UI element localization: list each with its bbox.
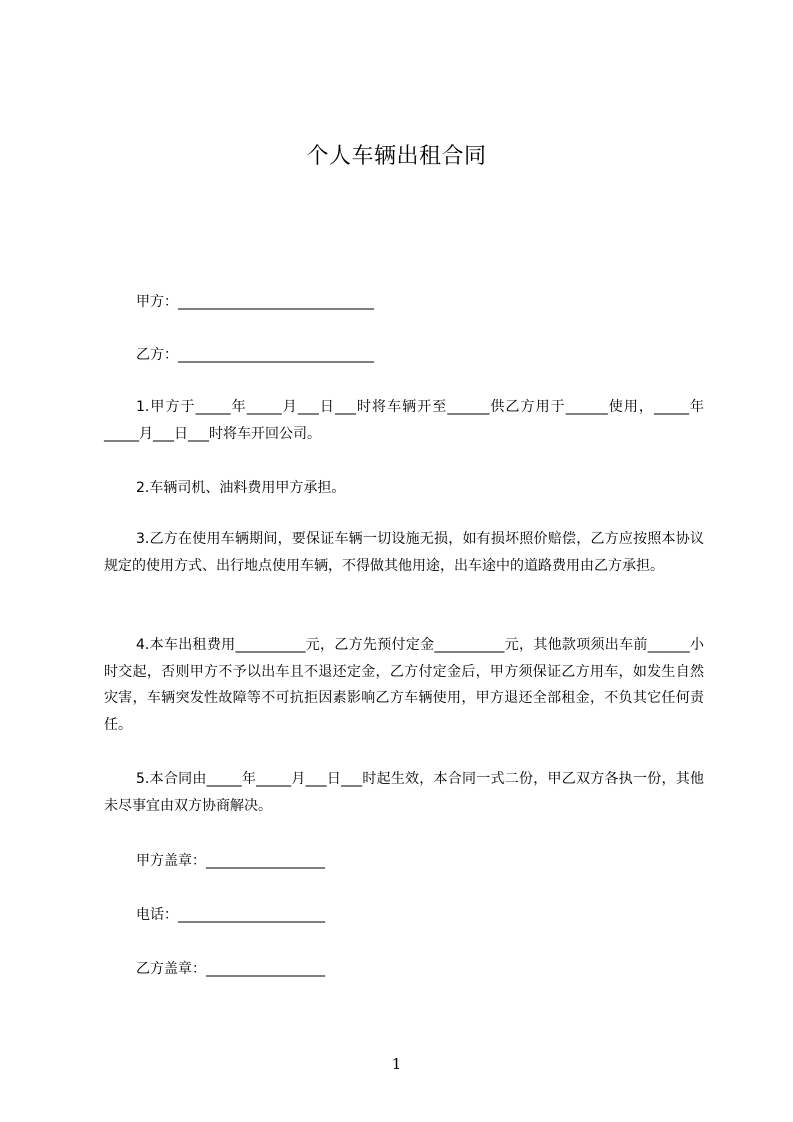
clause-3: 3.乙方在使用车辆期间，要保证车辆一切设施无损，如有损坏照价赔偿，乙方应按照本协议规定的使用方式、出行地点使用车辆，不得做其他用途，出车途中的道路费用由乙方承担。 [104, 531, 704, 574]
clause-2: 2.车辆司机、油料费用甲方承担。 [136, 480, 346, 496]
party-b-seal-line: 乙方盖章：_________________ [136, 961, 325, 977]
party-a-line: 甲方：____________________________ [136, 294, 374, 310]
phone-line: 电话：_____________________ [136, 907, 325, 923]
party-b-line: 乙方：____________________________ [136, 347, 374, 363]
clause-1: 1.甲方于_____年_____月___日___时将车辆开至______供乙方用于______使用，_____年_____月___日___时将车开回公司。 [104, 399, 704, 442]
clause-5: 5.本合同由_____年_____月___日___时起生效，本合同一式二份，甲乙双方各执一份，其他未尽事宜由双方协商解决。 [104, 771, 704, 814]
document-title: 个人车辆出租合同 [306, 144, 487, 169]
clause-4: 4.本车出租费用__________元，乙方先预付定金__________元，其他款项须出车前______小时交起，否则甲方不予以出车且不退还定金，乙方付定金后，甲方须保证乙方用车，如发生自然灾害，车辆突发性故障等不可抗拒因素影响乙方车辆使用，甲方退还全部租金，不负其它任何责任。 [104, 637, 704, 733]
party-a-seal-line: 甲方盖章：_________________ [136, 853, 325, 869]
page-number: 1 [391, 1055, 402, 1073]
